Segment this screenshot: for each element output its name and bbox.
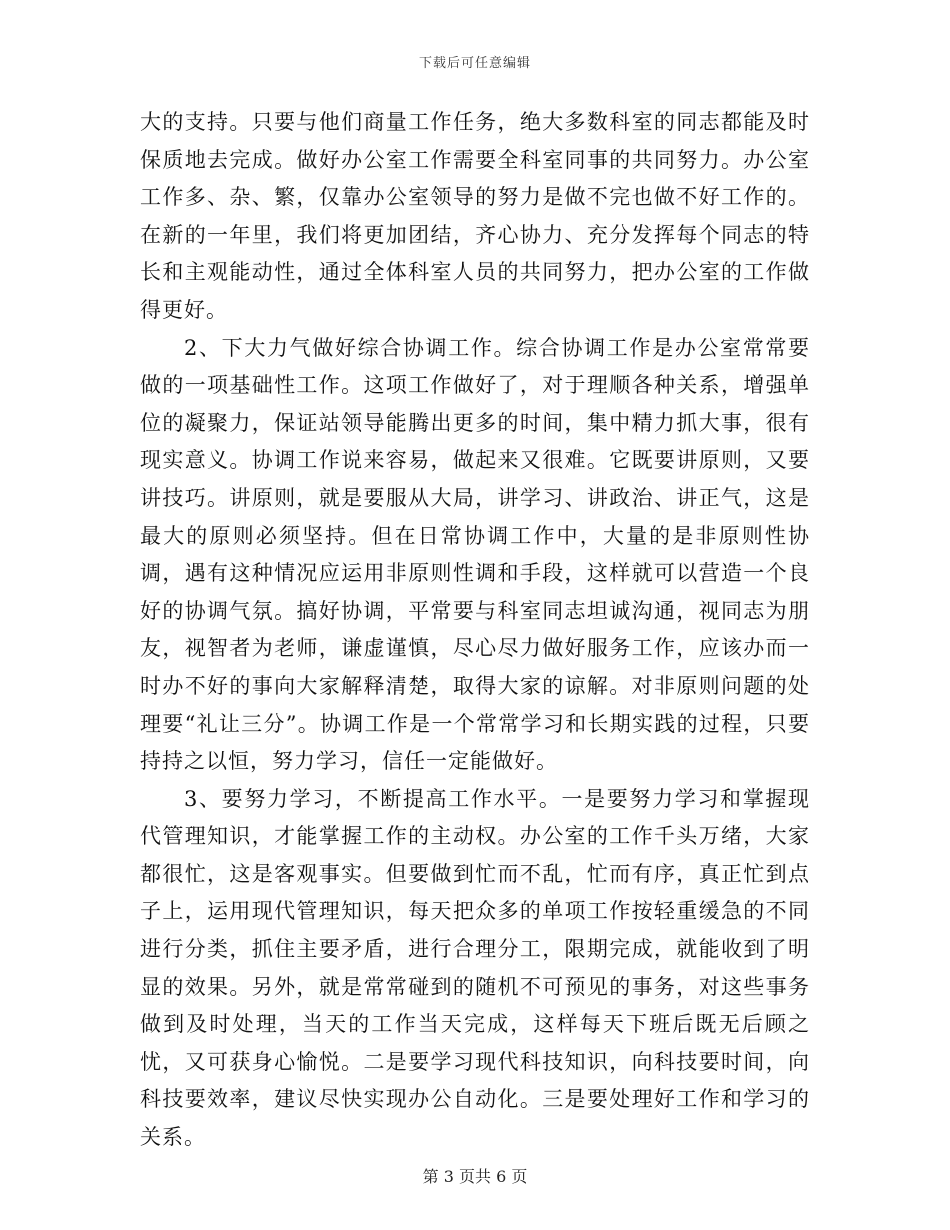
- page-header: 下载后可任意编辑: [418, 56, 531, 71]
- paragraph-continuation: 大的支持。只要与他们商量工作任务，绝大多数科室的同志都能及时保质地去完成。做好办公室工作需要全科室同事的共同努力。办公室工作多、杂、繁，仅靠办公室领导的努力是做不完也做不好工作的。在新的一年里，我们将更加团结，齐心协力、充分发挥每个同志的特长和主观能动性，通过全体科室人员的共同努力，把办公室的工作做得更好。: [140, 110, 810, 322]
- page-footer: 第 3 页共 6 页: [422, 1167, 528, 1186]
- document-body: [140, 104, 810, 1157]
- paragraph-coordination: 2、下大力气做好综合协调工作。综合协调工作是办公室常常要做的一项基础性工作。这项工作做好了，对于理顺各种关系，增强单位的凝聚力，保证站领导能腾出更多的时间，集中精力抓大事，很有现实意义。协调工作说来容易，做起来又很难。它既要讲原则，又要讲技巧。讲原则，就是要服从大局，讲学习、讲政治、讲正气，这是最大的原则必须坚持。但在日常协调工作中，大量的是非原则性协调，遇有这种情况应运用非原则性调和手段，这样就可以营造一个良好的协调气氛。搞好协调，平常要与科室同志坦诚沟通，视同志为朋友，视智者为老师，谦虚谨慎，尽心尽力做好服务工作，应该办而一时办不好的事向大家解释清楚，取得大家的谅解。对非原则问题的处理要“礼让三分”。协调工作是一个常常学习和长期实践的过程，只要持持之以恒，努力学习，信任一定能做好。: [140, 335, 810, 774]
- paragraph-learning: 3、要努力学习，不断提高工作水平。一是要努力学习和掌握现代管理知识，才能掌握工作的主动权。办公室的工作千头万绪，大家都很忙，这是客观事实。但要做到忙而不乱，忙而有序，真正忙到点子上，运用现代管理知识，每天把众多的单项工作按轻重缓急的不同进行分类，抓住主要矛盾，进行合理分工，限期完成，就能收到了明显的效果。另外，就是常常碰到的随机不可预见的事务，对这些事务做到及时处理，当天的工作当天完成，这样每天下班后既无后顾之忧，又可获身心愉悦。二是要学习现代科技知识，向科技要时间，向科技要效率，建议尽快实现办公自动化。三是要处理好工作和学习的关系。: [140, 786, 810, 1150]
